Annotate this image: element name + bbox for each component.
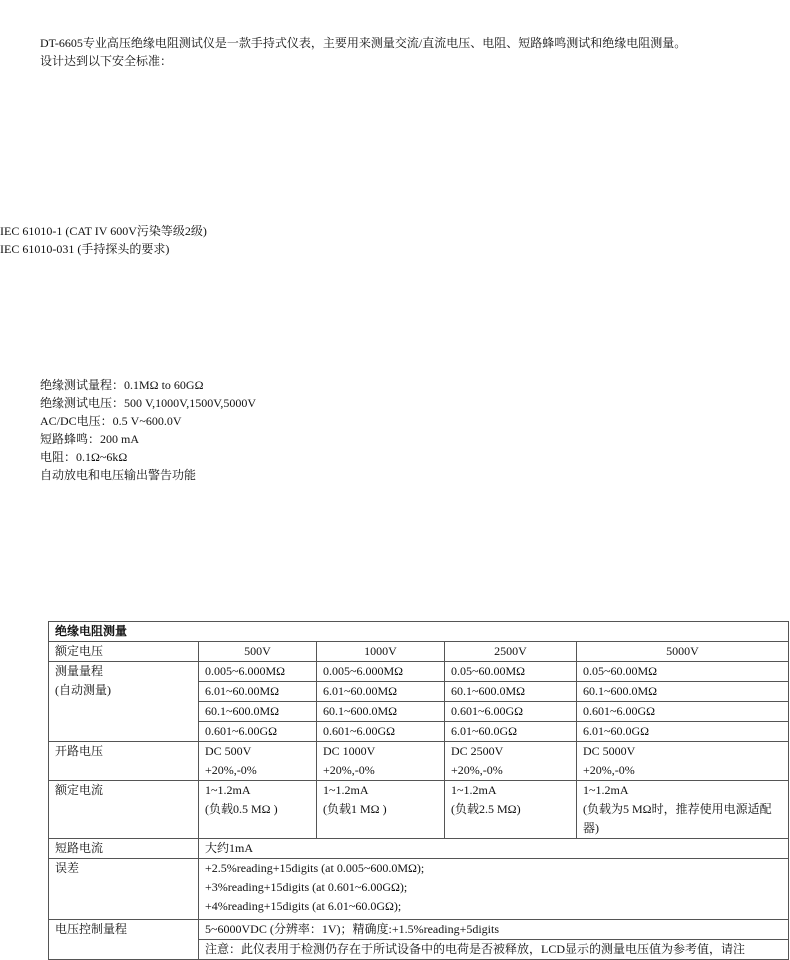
insulation-spec-table xyxy=(48,621,789,960)
standard-item: IEC 61010-031 (手持探头的要求) xyxy=(0,242,170,256)
row-label-short-current: 短路电流 xyxy=(49,839,199,859)
open-voltage-cell xyxy=(317,742,445,781)
spec-item: 绝缘测试电压：500 V,1000V,1500V,5000V xyxy=(40,396,257,410)
range-label-line: (自动测量) xyxy=(55,683,111,697)
table-title-row xyxy=(49,622,789,642)
rated-current-row xyxy=(49,781,789,839)
rated-current-load: (负载2.5 MΩ) xyxy=(451,802,521,816)
voltage-header-500v: 500V xyxy=(199,642,317,662)
voltage-header-2500v: 2500V xyxy=(445,642,577,662)
spec-item: 短路蜂鸣：200 mA xyxy=(40,432,140,446)
range-cell: 0.601~6.00GΩ xyxy=(577,702,789,722)
range-cell: 0.05~60.00MΩ xyxy=(577,662,789,682)
open-voltage-value: DC 1000V xyxy=(323,744,376,758)
intro-paragraph-line2: 设计达到以下安全标准： xyxy=(40,54,173,68)
open-voltage-cell xyxy=(577,742,789,781)
rated-current-value: 1~1.2mA xyxy=(323,783,369,797)
open-voltage-value: DC 5000V xyxy=(583,744,636,758)
row-label-rated-voltage: 额定电压 xyxy=(49,642,199,662)
voltage-header-5000v: 5000V xyxy=(577,642,789,662)
rated-current-load: (负载1 MΩ ) xyxy=(323,802,387,816)
error-line: +2.5%reading+15digits (at 0.005~600.0MΩ); xyxy=(205,861,425,875)
range-cell: 60.1~600.0MΩ xyxy=(199,702,317,722)
row-label-voltage-control: 电压控制量程 xyxy=(49,920,199,960)
rated-current-cell xyxy=(445,781,577,839)
range-cell: 6.01~60.0GΩ xyxy=(577,722,789,742)
open-voltage-cell xyxy=(445,742,577,781)
spec-item: AC/DC电压：0.5 V~600.0V xyxy=(40,414,182,428)
row-label-open-voltage: 开路电压 xyxy=(49,742,199,781)
row-label-range xyxy=(49,662,199,742)
error-row xyxy=(49,859,789,920)
rated-current-cell xyxy=(577,781,789,839)
range-row xyxy=(49,662,789,682)
spec-item: 绝缘测试量程：0.1MΩ to 60GΩ xyxy=(40,378,204,392)
range-cell: 6.01~60.00MΩ xyxy=(317,682,445,702)
rated-current-load: (负载为5 MΩ时，推荐使用电源适配器) xyxy=(583,802,772,835)
range-cell: 60.1~600.0MΩ xyxy=(577,682,789,702)
short-current-value: 大约1mA xyxy=(199,839,789,859)
range-cell: 6.01~60.00MΩ xyxy=(199,682,317,702)
voltage-control-value: 5~6000VDC (分辨率：1V)；精确度:+1.5%reading+5digits xyxy=(199,920,789,940)
rated-voltage-row xyxy=(49,642,789,662)
range-cell: 0.601~6.00GΩ xyxy=(199,722,317,742)
range-cell: 0.005~6.000MΩ xyxy=(317,662,445,682)
spec-item: 自动放电和电压输出警告功能 xyxy=(40,468,197,482)
error-line: +3%reading+15digits (at 0.601~6.00GΩ); xyxy=(205,880,408,894)
range-cell: 0.601~6.00GΩ xyxy=(445,702,577,722)
note-text: 注意：此仪表用于检测仍存在于所试设备中的电荷是否被释放，LCD显示的测量电压值为参考值，请注 xyxy=(199,940,789,960)
rated-current-value: 1~1.2mA xyxy=(451,783,497,797)
row-label-error: 误差 xyxy=(49,859,199,920)
rated-current-value: 1~1.2mA xyxy=(205,783,251,797)
table-title: 绝缘电阻测量 xyxy=(49,622,789,642)
open-voltage-value: DC 2500V xyxy=(451,744,504,758)
open-voltage-tolerance: +20%,-0% xyxy=(205,763,257,777)
voltage-header-1000v: 1000V xyxy=(317,642,445,662)
open-voltage-tolerance: +20%,-0% xyxy=(323,763,375,777)
row-label-rated-current: 额定电流 xyxy=(49,781,199,839)
standard-item: IEC 61010-1 (CAT IV 600V污染等级2级) xyxy=(0,224,207,238)
short-current-row xyxy=(49,839,789,859)
open-voltage-row xyxy=(49,742,789,781)
intro-paragraph-line1: DT-6605专业高压绝缘电阻测试仪是一款手持式仪表，主要用来测量交流/直流电压、电阻、短路蜂鸣测试和绝缘电阻测量。 xyxy=(40,36,687,50)
range-cell: 6.01~60.0GΩ xyxy=(445,722,577,742)
open-voltage-value: DC 500V xyxy=(205,744,252,758)
rated-current-load: (负载0.5 MΩ ) xyxy=(205,802,278,816)
spec-item: 电阻：0.1Ω~6kΩ xyxy=(40,450,128,464)
range-cell: 60.1~600.0MΩ xyxy=(445,682,577,702)
rated-current-cell xyxy=(317,781,445,839)
open-voltage-cell xyxy=(199,742,317,781)
open-voltage-tolerance: +20%,-0% xyxy=(451,763,503,777)
error-line: +4%reading+15digits (at 6.01~60.0GΩ); xyxy=(205,899,402,913)
range-cell: 0.005~6.000MΩ xyxy=(199,662,317,682)
range-label-line: 测量量程 xyxy=(55,664,104,678)
range-cell: 0.05~60.00MΩ xyxy=(445,662,577,682)
range-cell: 60.1~600.0MΩ xyxy=(317,702,445,722)
open-voltage-tolerance: +20%,-0% xyxy=(583,763,635,777)
error-cell xyxy=(199,859,789,920)
range-cell: 0.601~6.00GΩ xyxy=(317,722,445,742)
rated-current-value: 1~1.2mA xyxy=(583,783,629,797)
rated-current-cell xyxy=(199,781,317,839)
voltage-control-row xyxy=(49,920,789,940)
